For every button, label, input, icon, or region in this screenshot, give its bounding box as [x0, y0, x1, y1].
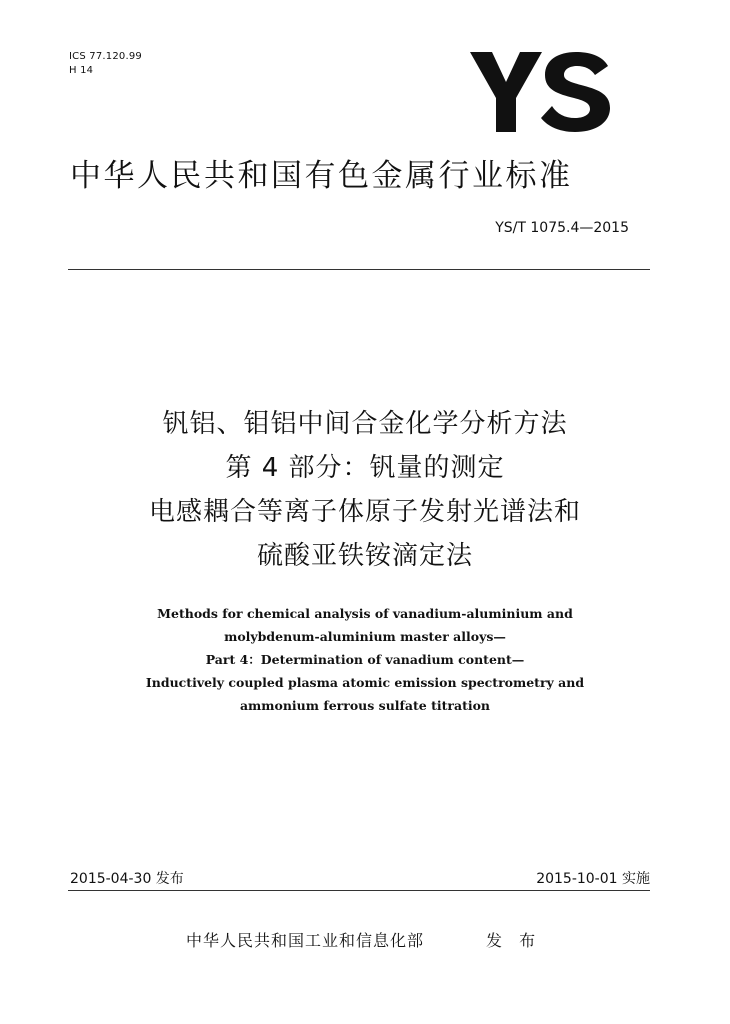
chinese-title-line: 电感耦合等离子体原子发射光谱法和: [148, 497, 581, 527]
english-title-line: Part 4：Determination of vanadium content—: [205, 652, 525, 667]
publisher: 中华人民共和国工业和信息化部: [186, 931, 425, 950]
classification-codes: [69, 50, 142, 78]
chinese-title-line: 第 4 部分：钒量的测定: [225, 453, 505, 483]
publish-label: 发 布: [486, 931, 542, 950]
english-title-line: Methods for chemical analysis of vanadium-aluminium and: [157, 606, 573, 621]
standard-number: YS/T 1075.4—2015: [495, 220, 629, 236]
chinese-title-line: 钒铝、钼铝中间合金化学分析方法: [162, 409, 568, 439]
implementation-date: 2015-10-01 实施: [536, 871, 650, 887]
chinese-title-line: 硫酸亚铁铵滴定法: [256, 541, 473, 571]
english-title-line: molybdenum-aluminium master alloys—: [224, 629, 506, 644]
english-title-line: ammonium ferrous sulfate titration: [239, 698, 491, 713]
footer-divider: [68, 890, 650, 891]
chinese-title: [0, 402, 730, 578]
ys-logo: [470, 52, 612, 132]
industry-standard-title: 中华人民共和国有色金属行业标准: [70, 158, 573, 194]
english-title-line: Inductively coupled plasma atomic emission spectrometry and: [145, 675, 585, 690]
english-title: [0, 602, 730, 717]
issue-date: 2015-04-30 发布: [70, 871, 184, 887]
ics-code: ICS 77.120.99: [69, 51, 142, 62]
header-divider: [68, 269, 650, 270]
ccs-code: H 14: [69, 65, 94, 76]
